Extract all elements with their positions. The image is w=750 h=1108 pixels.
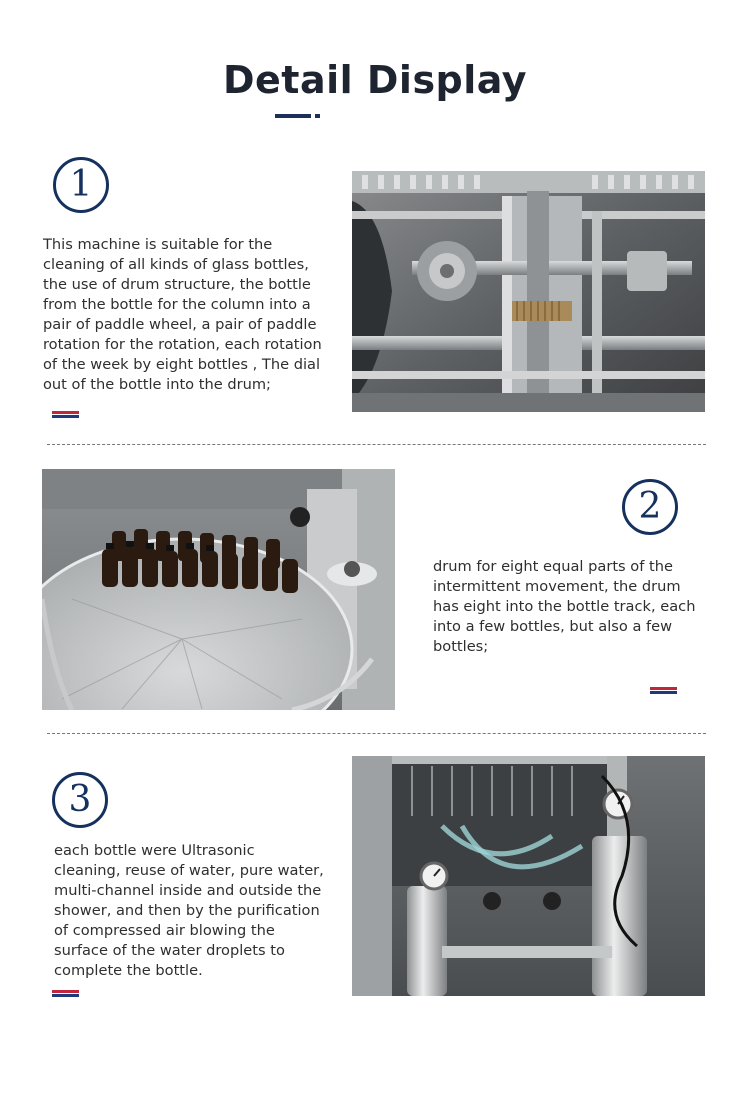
bottle-turntable-photo (42, 469, 395, 710)
section-2-number-badge: 2 (622, 479, 678, 535)
filter-gauge-photo (352, 756, 705, 996)
section-3-flag-icon (52, 990, 79, 997)
drum-machine-photo (352, 171, 705, 412)
section-1-description: This machine is suitable for the cleaning of all kinds of glass bottles, the use of drum structure, the bottle from the bottle for the column into a pair of paddle wheel, a pair of paddle rotation for the rotation, each rotation of the week by eight bottles , The dial out of the bottle into the drum; (43, 236, 322, 393)
section-1-number-badge: 1 (53, 157, 109, 213)
section-1-flag-icon (52, 411, 79, 418)
section-3-description: each bottle were Ultrasonic cleaning, reuse of water, pure water, multi-channel inside and outside the shower, and then by the purification of compressed air blowing the surface of the water droplets to complete the bottle. (54, 842, 324, 979)
section-2-flag-icon (650, 687, 677, 694)
page-title: Detail Display (222, 58, 528, 102)
title-underline-dot (315, 114, 320, 118)
title-underline (275, 114, 311, 118)
section-3-number-badge: 3 (52, 772, 108, 828)
section-divider-2 (47, 733, 706, 734)
section-divider-1 (47, 444, 706, 445)
section-2-description: drum for eight equal parts of the intermittent movement, the drum has eight into the bottle track, each into a few bottles, but also a few bottles; (433, 558, 696, 655)
